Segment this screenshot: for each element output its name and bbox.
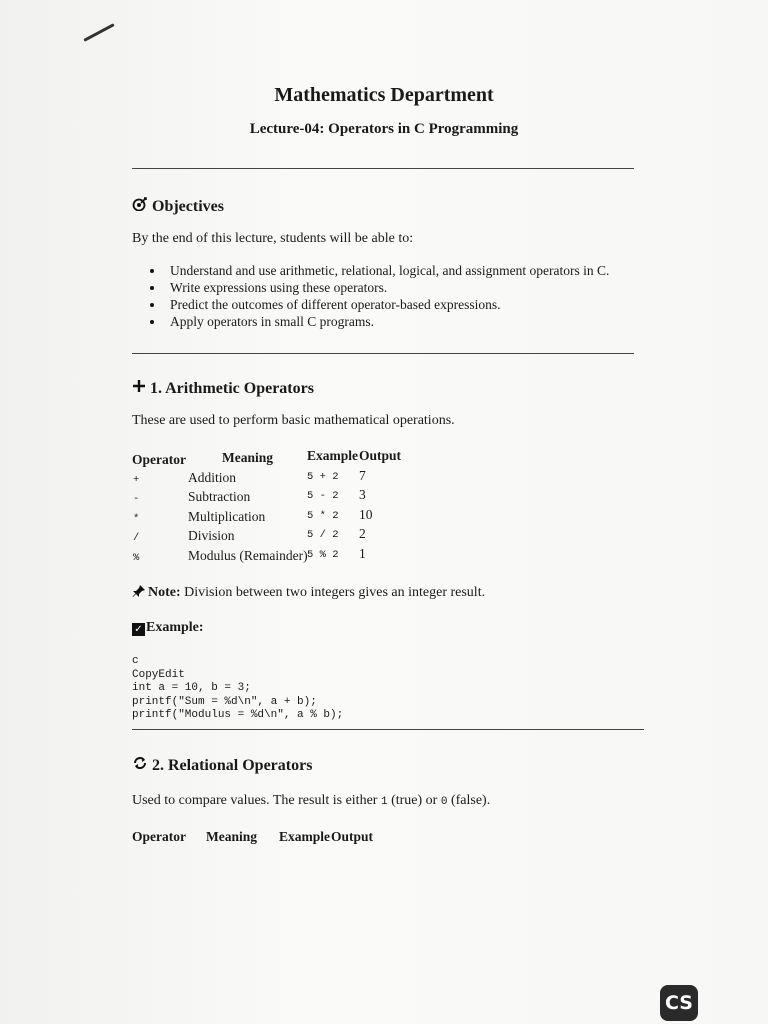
code-line: CopyEdit	[132, 668, 185, 681]
col-header-example: Example	[279, 829, 331, 844]
col-header-operator: Operator	[132, 829, 186, 844]
lecture-subtitle: Lecture-04: Operators in C Programming	[249, 121, 519, 137]
relational-heading	[132, 756, 312, 775]
list-item: Predict the outcomes of different operator-based expressions.	[150, 296, 609, 313]
objectives-heading-text: Objectives	[152, 198, 224, 215]
arithmetic-heading-text: 1. Arithmetic Operators	[150, 380, 314, 397]
list-item: Write expressions using these operators.	[150, 279, 609, 296]
operator-cell: /	[133, 532, 140, 544]
plus-icon	[132, 379, 146, 398]
operator-cell: *	[133, 513, 140, 525]
operator-cell: +	[133, 474, 140, 486]
divider	[132, 729, 644, 730]
list-item: Apply operators in small C programs.	[150, 313, 609, 330]
note-text: Division between two integers gives an integer result.	[184, 585, 486, 600]
col-header-example: Example	[307, 448, 359, 463]
true-label: (true) or	[391, 793, 438, 808]
pen-stroke-mark	[83, 23, 114, 42]
operator-cell: %	[133, 552, 140, 564]
col-header-meaning: Meaning	[222, 450, 274, 465]
code-block	[132, 655, 343, 723]
col-header-output: Output	[331, 829, 374, 844]
code-line: printf("Modulus = %d\n", a % b);	[132, 709, 344, 721]
example-cell: 5 + 2	[307, 471, 339, 483]
objectives-heading	[132, 197, 224, 216]
objectives-list	[150, 262, 609, 330]
col-header-output: Output	[359, 448, 402, 463]
output-cell: 2	[359, 526, 366, 541]
relational-intro	[132, 793, 490, 809]
false-label: (false).	[450, 793, 491, 808]
list-item: Understand and use arithmetic, relational, logical, and assignment operators in C.	[150, 262, 609, 279]
example-cell: 5 - 2	[307, 490, 339, 502]
output-cell: 3	[359, 487, 366, 502]
operator-cell: -	[133, 493, 140, 505]
example-label: Example:	[146, 620, 204, 635]
col-header-operator: Operator	[132, 452, 186, 467]
false-value: 0	[440, 796, 448, 808]
code-line: printf("Sum = %d\n", a + b);	[132, 695, 317, 708]
output-cell: 1	[359, 546, 366, 561]
target-icon	[132, 197, 148, 216]
cycle-arrows-icon	[132, 756, 148, 775]
meaning-cell: Modulus (Remainder)	[188, 548, 308, 563]
relational-intro-text: Used to compare values. The result is either	[132, 793, 378, 808]
divider	[132, 353, 634, 354]
meaning-cell: Multiplication	[188, 509, 266, 524]
note-line	[132, 584, 485, 603]
objectives-intro: By the end of this lecture, students will be able to:	[132, 231, 414, 246]
arithmetic-intro: These are used to perform basic mathematical operations.	[132, 413, 455, 428]
true-value: 1	[380, 796, 388, 808]
code-line: int a = 10, b = 3;	[132, 682, 251, 694]
example-label-line	[132, 620, 204, 636]
meaning-cell: Addition	[188, 470, 237, 485]
code-line: c	[132, 655, 139, 667]
scanner-logo-badge: CS	[660, 985, 698, 1021]
arithmetic-heading	[132, 379, 314, 398]
output-cell: 7	[359, 468, 366, 483]
example-cell: 5 % 2	[307, 549, 339, 561]
meaning-cell: Subtraction	[188, 489, 251, 504]
checkmark-icon: ✓	[132, 623, 145, 636]
relational-heading-text: 2. Relational Operators	[152, 757, 313, 774]
divider	[132, 168, 634, 169]
pushpin-icon	[132, 584, 146, 603]
example-cell: 5 * 2	[307, 510, 339, 522]
output-cell: 10	[359, 507, 373, 522]
note-label: Note:	[148, 585, 181, 600]
meaning-cell: Division	[188, 528, 235, 543]
page-title: Mathematics Department	[274, 84, 494, 106]
col-header-meaning: Meaning	[206, 829, 258, 844]
example-cell: 5 / 2	[307, 529, 339, 541]
